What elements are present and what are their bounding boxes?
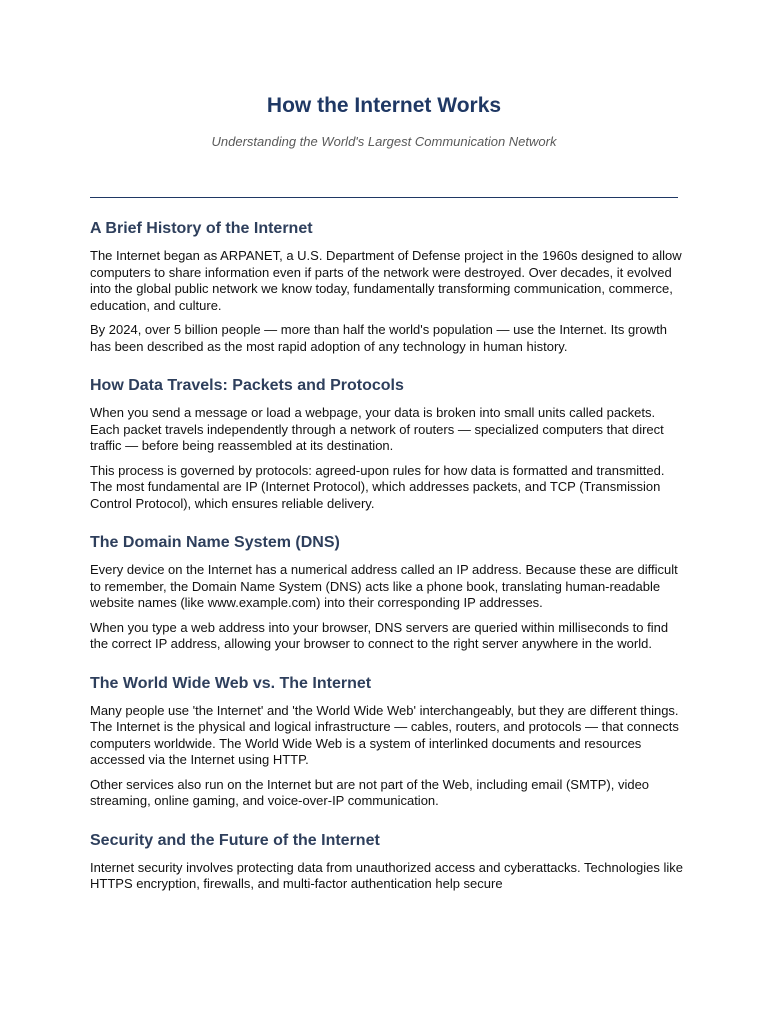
document-title: How the Internet Works [266,94,502,117]
section-paragraph: The Internet began as ARPANET, a U.S. Department of Defense project in the 1960s designed to allow computers to share information even if parts of the network were destroyed. Over decades, it evolved into the global public network we know today, fundamentally transforming communication, commerce, education, and culture. [90,248,682,313]
section-paragraph: Internet security involves protecting data from unauthorized access and cyberattacks. Technologies like HTTPS encryption, firewalls, and multi-factor authentication help secure [90,859,684,891]
section-dns [90,532,686,653]
section-paragraph: When you type a web address into your browser, DNS servers are queried within milliseconds to find the correct IP address, allowing your browser to connect to the right server anywhere in the world. [90,619,669,651]
section-heading: How Data Travels: Packets and Protocols [90,377,404,394]
section-paragraph: When you send a message or load a webpage, your data is broken into small units called packets. Each packet travels independently through a network of routers — specialized computers that direct traffic — before being reassembled at its destination. [90,405,664,453]
section-heading: The Domain Name System (DNS) [90,534,340,551]
section-heading: The World Wide Web vs. The Internet [90,674,372,692]
section-web-vs-internet [90,673,686,810]
section-heading: Security and the Future of the Internet [90,831,380,849]
section-packets [90,375,686,512]
section-paragraph: Other services also run on the Internet but are not part of the Web, including email (SMTP), video streaming, online gaming, and voice-over-IP communication. [90,776,650,808]
title-divider [90,197,678,198]
section-security [90,830,686,893]
section-history [90,218,686,355]
section-paragraph: Many people use 'the Internet' and 'the World Wide Web' interchangeably, but they are different things. The Internet is the physical and logical infrastructure — cables, routers, and protocols — that connects computers worldwide. The World Wide Web is a system of interlinked documents and resources accessed via the Internet using HTTP. [90,702,679,767]
document-body [90,218,686,901]
section-paragraph: Every device on the Internet has a numerical address called an IP address. Because these are difficult to remember, the Domain Name System (DNS) acts like a phone book, translating human-readable website names (like www.example.com) into their corresponding IP addresses. [90,562,678,610]
document-subtitle: Understanding the World's Largest Communication Network [211,134,557,149]
section-heading: A Brief History of the Internet [90,220,313,237]
section-paragraph: By 2024, over 5 billion people — more than half the world's population — use the Internet. Its growth has been described as the most rapid adoption of any technology in human history. [90,322,667,354]
section-paragraph: This process is governed by protocols: agreed-upon rules for how data is formatted and transmitted. The most fundamental are IP (Internet Protocol), which addresses packets, and TCP (Transmission Control Protocol), which ensures reliable delivery. [90,462,665,511]
